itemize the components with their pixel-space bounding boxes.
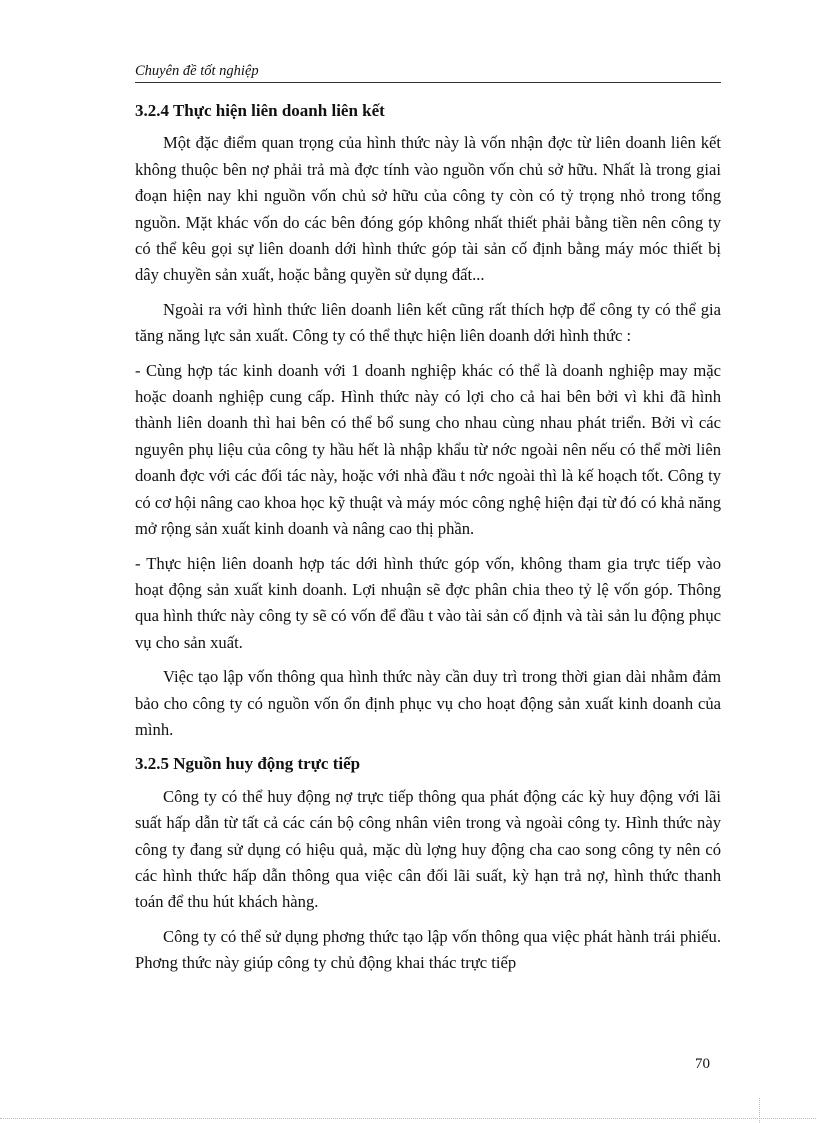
page-header: [135, 62, 721, 83]
section-heading-3-2-5: 3.2.5 Nguồn huy động trực tiếp: [135, 754, 361, 774]
page-edge-marker: [759, 1098, 760, 1123]
page-number: 70: [695, 1056, 710, 1072]
bullet-paragraph: - Thực hiện liên doanh hợp tác dới hình thức góp vốn, không tham gia trực tiếp vào hoạt động sản xuất kinh doanh. Lợi nhuận sẽ đợc phân chia theo tỷ lệ vốn góp. Thông qua hình thức này công ty sẽ có vốn để đầu t vào tài sản cố định và tài sản lu động phục vụ cho sản xuất.: [135, 553, 721, 652]
paragraph: Ngoài ra với hình thức liên doanh liên kết cũng rất thích hợp để công ty có thể gia tăng năng lực sản xuất. Công ty có thể thực hiện liên doanh dới hình thức :: [135, 299, 721, 346]
paragraph: Một đặc điểm quan trọng của hình thức này là vốn nhận đợc từ liên doanh liên kết không thuộc bên nợ phải trả mà đợc tính vào nguồn vốn chủ sở hữu. Nhất là trong giai đoạn hiện nay khi nguồn vốn chủ sở hữu của công ty còn có tỷ trọng nhỏ trong tổng nguồn. Mặt khác vốn do các bên đóng góp không nhất thiết phải bằng tiền nên công ty có thể kêu gọi sự liên doanh dới hình thức góp tài sản cố định bằng máy móc thiết bị dây chuyền sản xuất, hoặc bằng quyền sử dụng đất...: [135, 133, 721, 285]
header-title: Chuyên đề tốt nghiệp: [135, 63, 259, 79]
paragraph: Việc tạo lập vốn thông qua hình thức này cần duy trì trong thời gian dài nhằm đảm bảo cho công ty có nguồn vốn ổn định phục vụ cho hoạt động sản xuất kinh doanh của mình.: [135, 667, 721, 739]
paragraph: Công ty có thể huy động nợ trực tiếp thông qua phát động các kỳ huy động với lãi suất hấp dẫn từ tất cả các cán bộ công nhân viên trong và ngoài công ty. Hình thức này công ty đang sử dụng có hiệu quả, mặc dù lợng huy động cha cao song công ty nên có các hình thức hấp dẫn thông qua việc cân đối lãi suất, kỳ hạn trả nợ, hình thức thanh toán để thu hút khách hàng.: [135, 786, 721, 912]
section-heading-3-2-4: 3.2.4 Thực hiện liên doanh liên kết: [135, 101, 385, 120]
page-edge-divider: [0, 1118, 816, 1119]
paragraph: Công ty có thể sử dụng phơng thức tạo lập vốn thông qua việc phát hành trái phiếu. Phơng thức này giúp công ty chủ động khai thác trực tiếp: [135, 926, 721, 973]
document-body: [135, 98, 721, 985]
bullet-paragraph: - Cùng hợp tác kinh doanh với 1 doanh nghiệp khác có thể là doanh nghiệp may mặc hoặc doanh nghiệp cung cấp. Hình thức này có lợi cho cả hai bên bởi vì khi đã hình thành liên doanh thì hai bên có thể bổ sung cho nhau cùng nhau phát triển. Bởi vì các nguyên phụ liệu của công ty hầu hết là nhập khẩu từ nớc ngoài nên nếu có thể mời liên doanh đợc với các đối tác này, hoặc với nhà đầu t nớc ngoài thì là kế hoạch tốt. Công ty có cơ hội nâng cao khoa học kỹ thuật và máy móc công nghệ hiện đại từ đó có khả năng mở rộng sản xuất kinh doanh và nâng cao thị phần.: [135, 360, 721, 539]
